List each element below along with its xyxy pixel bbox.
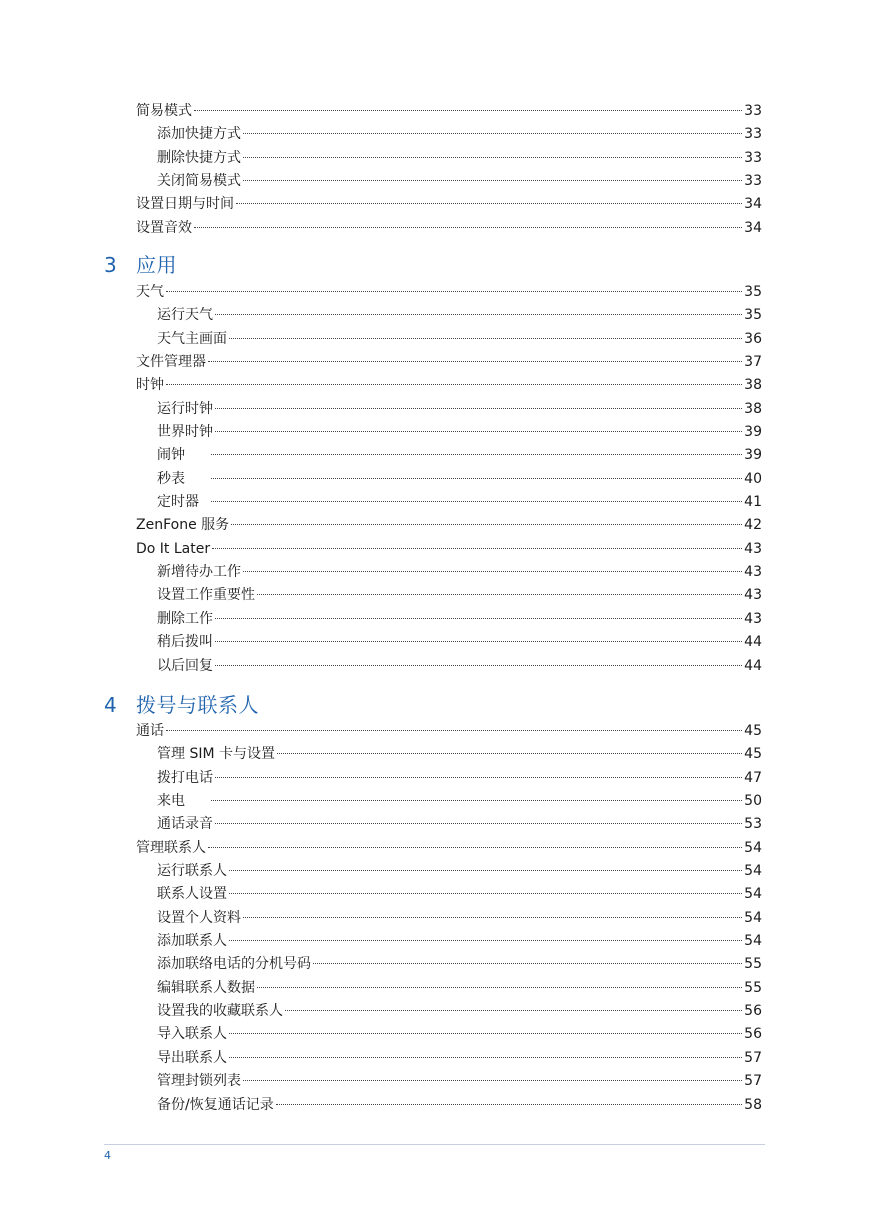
dot-leader	[229, 338, 742, 339]
toc-entry-page: 54	[744, 933, 762, 950]
toc-entry[interactable]	[136, 767, 762, 790]
toc-entry-page: 35	[744, 307, 762, 324]
dot-leader	[208, 361, 742, 362]
toc-entry-label: 天气主画面	[157, 330, 227, 347]
dot-leader	[229, 940, 742, 941]
toc-entry-page: 43	[744, 610, 762, 627]
toc-entry-label: 秒表	[157, 470, 185, 487]
toc-entry-label: 添加快捷方式	[157, 126, 241, 143]
dot-leader	[229, 870, 742, 871]
toc-entry-label: 设置个人资料	[157, 909, 241, 926]
toc-entry-page: 42	[744, 517, 762, 534]
toc-entry-label: 设置音效	[136, 219, 192, 236]
chapter-title: 拨号与联系人	[136, 693, 259, 717]
toc-entry-label: 联系人设置	[157, 886, 227, 903]
page-number: 4	[104, 1149, 111, 1162]
toc-entry[interactable]	[136, 398, 762, 421]
toc-entry[interactable]	[136, 123, 762, 146]
toc-entry[interactable]	[136, 977, 762, 1000]
toc-entry[interactable]	[136, 930, 762, 953]
toc-entry[interactable]	[136, 281, 762, 304]
dot-leader	[194, 110, 742, 111]
toc-entry-page: 38	[744, 377, 762, 394]
toc-entry-label: 设置我的收藏联系人	[157, 1003, 283, 1020]
dot-leader	[215, 618, 742, 619]
toc-entry[interactable]	[136, 860, 762, 883]
dot-leader	[166, 291, 742, 292]
chapter-heading	[0, 690, 869, 720]
toc-entry-label: 管理 SIM 卡与设置	[157, 746, 275, 763]
chapter-title: 应用	[136, 253, 177, 277]
toc-entry-page: 58	[744, 1096, 762, 1113]
toc-entry-page: 33	[744, 149, 762, 166]
dot-leader	[243, 917, 742, 918]
toc-entry[interactable]	[136, 1000, 762, 1023]
chapter-number: 3	[104, 253, 117, 277]
toc-entry-label: 管理联系人	[136, 839, 206, 856]
toc-entry-page: 38	[744, 400, 762, 417]
toc-entry-label: 定时器	[157, 494, 199, 511]
toc-entry[interactable]	[136, 328, 762, 351]
dot-leader	[236, 203, 742, 204]
toc-entry-page: 40	[744, 470, 762, 487]
chapter-number: 4	[104, 693, 117, 717]
dot-leader	[243, 157, 742, 158]
toc-entry-label: 通话录音	[157, 816, 213, 833]
dot-leader	[194, 227, 742, 228]
toc-entry[interactable]	[136, 631, 762, 654]
toc-entry-label: 文件管理器	[136, 354, 206, 371]
dot-leader	[215, 641, 742, 642]
toc-entry-label: 关闭简易模式	[157, 173, 241, 190]
toc-entry-page: 54	[744, 909, 762, 926]
toc-entry[interactable]	[136, 720, 762, 743]
footer-divider	[104, 1144, 765, 1145]
dot-leader	[215, 431, 742, 432]
toc-entry-page: 33	[744, 126, 762, 143]
dot-leader	[229, 1057, 742, 1058]
toc-entry-label: 稍后拨叫	[157, 634, 213, 651]
toc-section	[0, 281, 869, 678]
toc-entry[interactable]	[136, 561, 762, 584]
toc-entry-page: 37	[744, 354, 762, 371]
dot-leader	[215, 314, 742, 315]
toc-entry-label: 新增待办工作	[157, 564, 241, 581]
dot-leader	[257, 987, 742, 988]
toc-entry-page: 34	[744, 196, 762, 213]
toc-entry[interactable]	[136, 468, 762, 491]
toc-entry-page: 41	[744, 494, 762, 511]
toc-entry[interactable]	[136, 790, 762, 813]
toc-entry[interactable]	[136, 374, 762, 397]
toc-entry-label: 添加联络电话的分机号码	[157, 956, 311, 973]
toc-entry[interactable]	[136, 907, 762, 930]
toc-entry-label: 设置工作重要性	[157, 587, 255, 604]
toc-entry[interactable]	[136, 1047, 762, 1070]
toc-entry[interactable]	[136, 100, 762, 123]
toc-entry-page: 35	[744, 284, 762, 300]
toc-entry-label: 删除工作	[157, 610, 213, 627]
toc-entry[interactable]	[136, 1070, 762, 1093]
toc-entry-page: 34	[744, 219, 762, 236]
toc-entry-page: 50	[744, 793, 762, 810]
toc-entry-label: 世界时钟	[157, 424, 213, 441]
dot-leader	[229, 1033, 742, 1034]
toc-entry-label: 添加联系人	[157, 933, 227, 950]
toc-entry[interactable]	[136, 743, 762, 766]
toc-entry-label: 运行时钟	[157, 400, 213, 417]
toc-entry-label: 以后回复	[157, 657, 213, 674]
toc-entry[interactable]	[136, 170, 762, 193]
toc-entry-page: 43	[744, 587, 762, 604]
dot-leader	[208, 847, 742, 848]
dot-leader	[211, 501, 742, 502]
toc-entry-label: Do It Later	[136, 540, 211, 557]
toc-entry-label: 天气	[136, 284, 164, 300]
toc-entry[interactable]	[136, 421, 762, 444]
toc-entry-page: 43	[744, 540, 762, 557]
toc-entry-page: 57	[744, 1049, 762, 1066]
chapter-heading	[0, 250, 869, 280]
toc-entry-page: 36	[744, 330, 762, 347]
dot-leader	[215, 777, 742, 778]
toc-entry-label: 闹钟	[157, 447, 185, 464]
toc-entry[interactable]	[136, 304, 762, 327]
toc-entry[interactable]	[136, 193, 762, 216]
dot-leader	[166, 730, 742, 731]
dot-leader	[211, 454, 742, 455]
toc-entry-label: 拨打电话	[157, 769, 213, 786]
toc-entry[interactable]	[136, 655, 762, 678]
dot-leader	[229, 893, 742, 894]
dot-leader	[285, 1010, 742, 1011]
toc-section	[0, 100, 869, 240]
dot-leader	[231, 524, 742, 525]
toc-entry-page: 47	[744, 769, 762, 786]
toc-entry[interactable]	[136, 813, 762, 836]
toc-entry-label: 通话	[136, 723, 164, 739]
toc-entry-page: 43	[744, 564, 762, 581]
toc-entry-page: 33	[744, 173, 762, 190]
dot-leader	[313, 963, 742, 964]
toc-entry[interactable]	[136, 491, 762, 514]
toc-entry-label: 时钟	[136, 377, 164, 394]
toc-entry-label: 导入联系人	[157, 1026, 227, 1043]
dot-leader	[215, 408, 742, 409]
dot-leader	[243, 133, 742, 134]
toc-entry-page: 39	[744, 447, 762, 464]
toc-entry-page: 54	[744, 886, 762, 903]
toc-entry-label: ZenFone 服务	[136, 517, 230, 534]
dot-leader	[215, 665, 742, 666]
dot-leader	[276, 1104, 742, 1105]
toc-entry[interactable]	[136, 1023, 762, 1046]
toc-entry-page: 45	[744, 746, 762, 763]
toc-entry[interactable]	[136, 351, 762, 374]
toc-entry[interactable]	[136, 584, 762, 607]
dot-leader	[215, 823, 742, 824]
toc-entry[interactable]	[136, 953, 762, 976]
toc-entry-label: 管理封锁列表	[157, 1073, 241, 1090]
toc-entry[interactable]	[136, 514, 762, 537]
dot-leader	[166, 384, 742, 385]
dot-leader	[211, 800, 742, 801]
dot-leader	[243, 571, 742, 572]
toc-entry[interactable]	[136, 538, 762, 561]
dot-leader	[257, 594, 742, 595]
toc-entry-label: 导出联系人	[157, 1049, 227, 1066]
toc-entry-label: 运行天气	[157, 307, 213, 324]
toc-entry-label: 设置日期与时间	[136, 196, 234, 213]
toc-entry-page: 54	[744, 839, 762, 856]
dot-leader	[211, 478, 742, 479]
dot-leader	[212, 548, 742, 549]
dot-leader	[243, 180, 742, 181]
toc-entry-label: 简易模式	[136, 103, 192, 119]
toc-entry-page: 44	[744, 657, 762, 674]
toc-entry-label: 运行联系人	[157, 863, 227, 880]
dot-leader	[277, 753, 742, 754]
toc-entry-label: 来电	[157, 793, 185, 810]
toc-entry-page: 57	[744, 1073, 762, 1090]
toc-entry-page: 45	[744, 723, 762, 739]
toc-entry-label: 编辑联系人数据	[157, 979, 255, 996]
toc-entry-page: 33	[744, 103, 762, 119]
toc-entry-page: 55	[744, 979, 762, 996]
toc-entry-page: 55	[744, 956, 762, 973]
toc-entry-label: 备份/恢复通话记录	[157, 1096, 274, 1113]
toc-entry[interactable]	[136, 217, 762, 240]
toc-entry-page: 39	[744, 424, 762, 441]
toc-entry[interactable]	[136, 608, 762, 631]
toc-entry[interactable]	[136, 883, 762, 906]
dot-leader	[243, 1080, 742, 1081]
toc-section	[0, 720, 869, 1117]
toc-entry[interactable]	[136, 1094, 762, 1117]
toc-entry[interactable]	[136, 147, 762, 170]
toc-entry-page: 53	[744, 816, 762, 833]
toc-entry-page: 54	[744, 863, 762, 880]
toc-entry-page: 56	[744, 1003, 762, 1020]
toc-entry-page: 56	[744, 1026, 762, 1043]
toc-entry-label: 删除快捷方式	[157, 149, 241, 166]
toc-entry[interactable]	[136, 837, 762, 860]
toc-entry-page: 44	[744, 634, 762, 651]
toc-entry[interactable]	[136, 444, 762, 467]
